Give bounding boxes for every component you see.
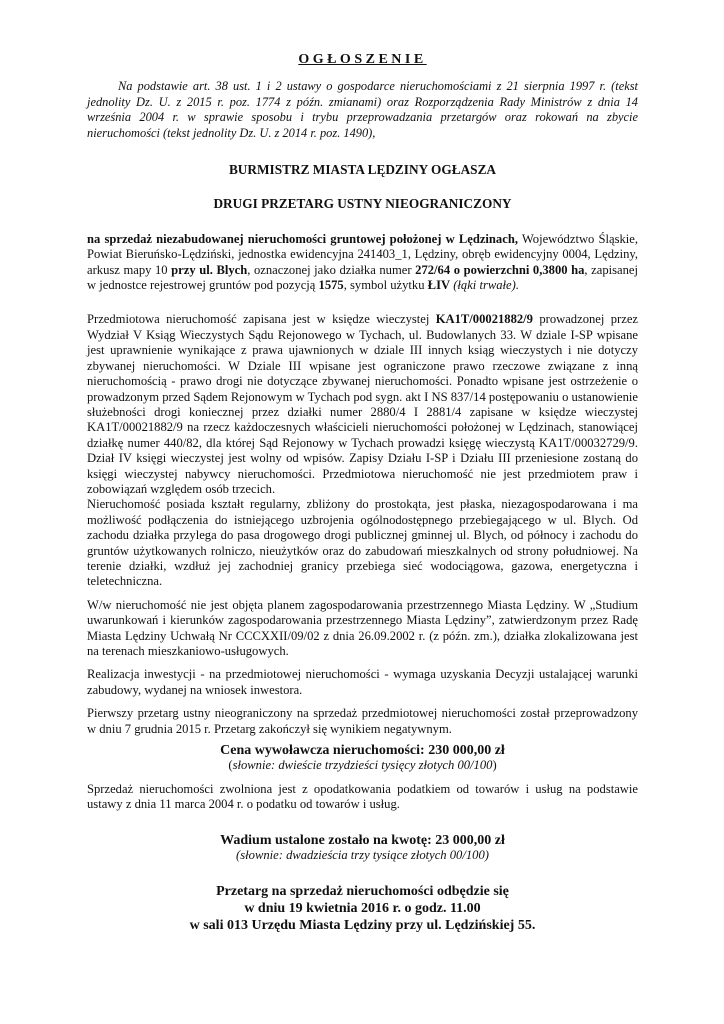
street-text: przy ul. Blych xyxy=(171,262,248,277)
tender-date-line-2: w dniu 19 kwietnia 2016 r. o godz. 11.00 xyxy=(244,901,481,917)
land-register-paragraph xyxy=(87,312,638,497)
legal-basis-paragraph: Na podstawie art. 38 ust. 1 i 2 ustawy o gospodarce nieruchomościami z 21 sierpnia 1997 r. (tekst jednolity Dz. U. z 2015 r. poz. 1774 z późn. zmianami) oraz Rozporządzenia Rady Ministrów z dnia 14 września 2004 r. w sprawie sposobu i trybu przeprowadzania przetargów oraz rokowań na zbycie nieruchomości (tekst jednolity Dz. U. z 2014 r. poz. 1490), xyxy=(87,79,638,140)
register-text: , zapisanej w jednostce rejestrowej gruntów pod pozycją xyxy=(87,262,638,293)
tender-date-line-1: Przetarg na sprzedaż nieruchomości odbędzie się xyxy=(216,884,509,900)
first-tender-paragraph: Pierwszy przetarg ustny nieograniczony na sprzedaż przedmiotowej nieruchomości został przeprowadzony w dniu 7 grudnia 2015 r. Przetarg zakończył się wynikiem negatywnym. xyxy=(87,706,638,736)
land-use-label-text: , symbol użytku xyxy=(343,278,428,293)
spatial-planning-paragraph: W/w nieruchomość nie jest objęta planem zagospodarowania przestrzennego Miasta Lędziny. W „Studium uwarunkowań i kierunków zagospodarowania przestrzennego Miasta Lędziny”, zatwierdzonym przez Radę Miasta Lędziny Uchwałą Nr CCCXXII/09/02 z dnia 26.09.2002 r. (z późn. zm.), działka zlokalizowana jest na terenach mieszkaniowo-usługowych. xyxy=(87,597,638,658)
land-use-type-text: (łąki trwałe). xyxy=(450,278,519,293)
price-words-text: słownie: dwieście trzydzieści tysięcy złotych 00/100 xyxy=(232,758,493,773)
investment-paragraph: Realizacja inwestycji - na przedmiotowej nieruchomości - wymaga uzyskania Decyzji ustalającej warunki zabudowy, wydanej na wniosek inwestora. xyxy=(87,667,638,697)
vat-exemption-paragraph: Sprzedaż nieruchomości zwolniona jest z opodatkowania podatkiem od towarów i usług na podstawie ustawy z dnia 11 marca 2004 r. o podatku od towarów i usług. xyxy=(87,781,638,812)
deposit-amount: Wadium ustalone zostało na kwotę: 23 000,00 zł xyxy=(220,832,505,848)
land-register-intro-text: Przedmiotowa nieruchomość zapisana jest w księdze wieczystej xyxy=(87,312,436,327)
starting-price-in-words xyxy=(87,758,638,773)
register-position-text: 1575 xyxy=(318,278,344,293)
parcel-label-text: , oznaczonej jako działka numer xyxy=(247,262,416,277)
sale-subject-text: na sprzedaż niezabudowanej nieruchomości gruntowej położonej w Lędzinach, xyxy=(87,231,518,246)
tender-date-line-3: w sali 013 Urzędu Miasta Lędziny przy ul. Lędzińskiej 55. xyxy=(189,918,536,934)
tender-heading: DRUGI PRZETARG USTNY NIEOGRANICZONY xyxy=(213,196,512,212)
mayor-heading: BURMISTRZ MIASTA LĘDZINY OGŁASZA xyxy=(228,162,497,178)
land-use-symbol-text: ŁIV xyxy=(427,278,451,293)
property-shape-paragraph: Nieruchomość posiada kształt regularny, zbliżony do prostokąta, jest płaska, niezagospodarowana i ma możliwość podłączenia do istniejącego uzbrojenia ogólnodostępnego przebiegającego w ul. Blych. Od zachodu działka przylega do pasa drogowego drogi publicznej gminnej ul. Blych, od północy i zachodu do gruntów użytkowanych rolniczo, nieużytków oraz do zabudowań mieszkalnych od strony południowej. Na terenie działki, wzdłuż jej zachodniej granicy przebiega sieć wodociągowa, gazowa, energetyczna i teletechniczna. xyxy=(87,497,638,589)
parcel-area-text: 272/64 o powierzchni 0,3800 ha xyxy=(415,262,585,277)
document-title: OGŁOSZENIE xyxy=(298,52,427,67)
deposit-amount-in-words: (słownie: dwadzieścia trzy tysiące złotych 00/100) xyxy=(236,848,489,863)
tender-date-block xyxy=(87,883,638,934)
land-register-number: KA1T/00021882/9 xyxy=(435,312,533,327)
property-description-paragraph xyxy=(87,232,638,294)
starting-price: Cena wywoławcza nieruchomości: 230 000,00 zł xyxy=(220,743,505,759)
price-words-open: ( xyxy=(228,758,233,773)
price-words-close: ) xyxy=(492,758,497,773)
location-text: Województwo Śląskie, Powiat Bieruńsko-Lędziński, jednostka ewidencyjna 241403_1, Lędziny, obręb ewidencyjny 0004, Lędziny, arkusz mapy 10 xyxy=(87,231,639,277)
land-register-details-text: prowadzonej przez Wydział V Ksiąg Wieczystych Sądu Rejonowego w Tychach, ul. Budowlanych 33. W dziale I-SP wpisane jest uprawnienie wynikające z prawa ujawnionych w dziale III innych ksiąg wieczystych i nie dotyczy zbywanej nieruchomości. W Dziale III wpisane jest ograniczone prawo rzeczowe związane z inną nieruchomością - prawo drogi nie dotyczące zbywanej nieruchomości. Ponadto wpisane jest ostrzeżenie o prowadzonym przed Sądem Rejonowym w Tychach pod sygn. akt I NS 837/14 postępowaniu o ustanowienie służebności drogi koniecznej przez działki numer 2880/4 I 2881/4 zapisane w księdze wieczystej KA1T/00021882/9 na rzecz każdoczesnych właścicieli nieruchomości położonej w Lędzinach, stanowiącej działkę numer 440/82, dla której Sąd Rejonowy w Tychach prowadzi księgę wieczystą KA1T/00032729/9. Dział IV księgi wieczystej jest wolny od wpisów. Zapisy Działu I-SP i Działu III przeniesione zostaną do księgi wieczystej nabywcy nieruchomości. Przedmiotowa nieruchomość nie jest przedmiotem praw i zobowiązań względem osób trzecich. xyxy=(87,312,638,496)
